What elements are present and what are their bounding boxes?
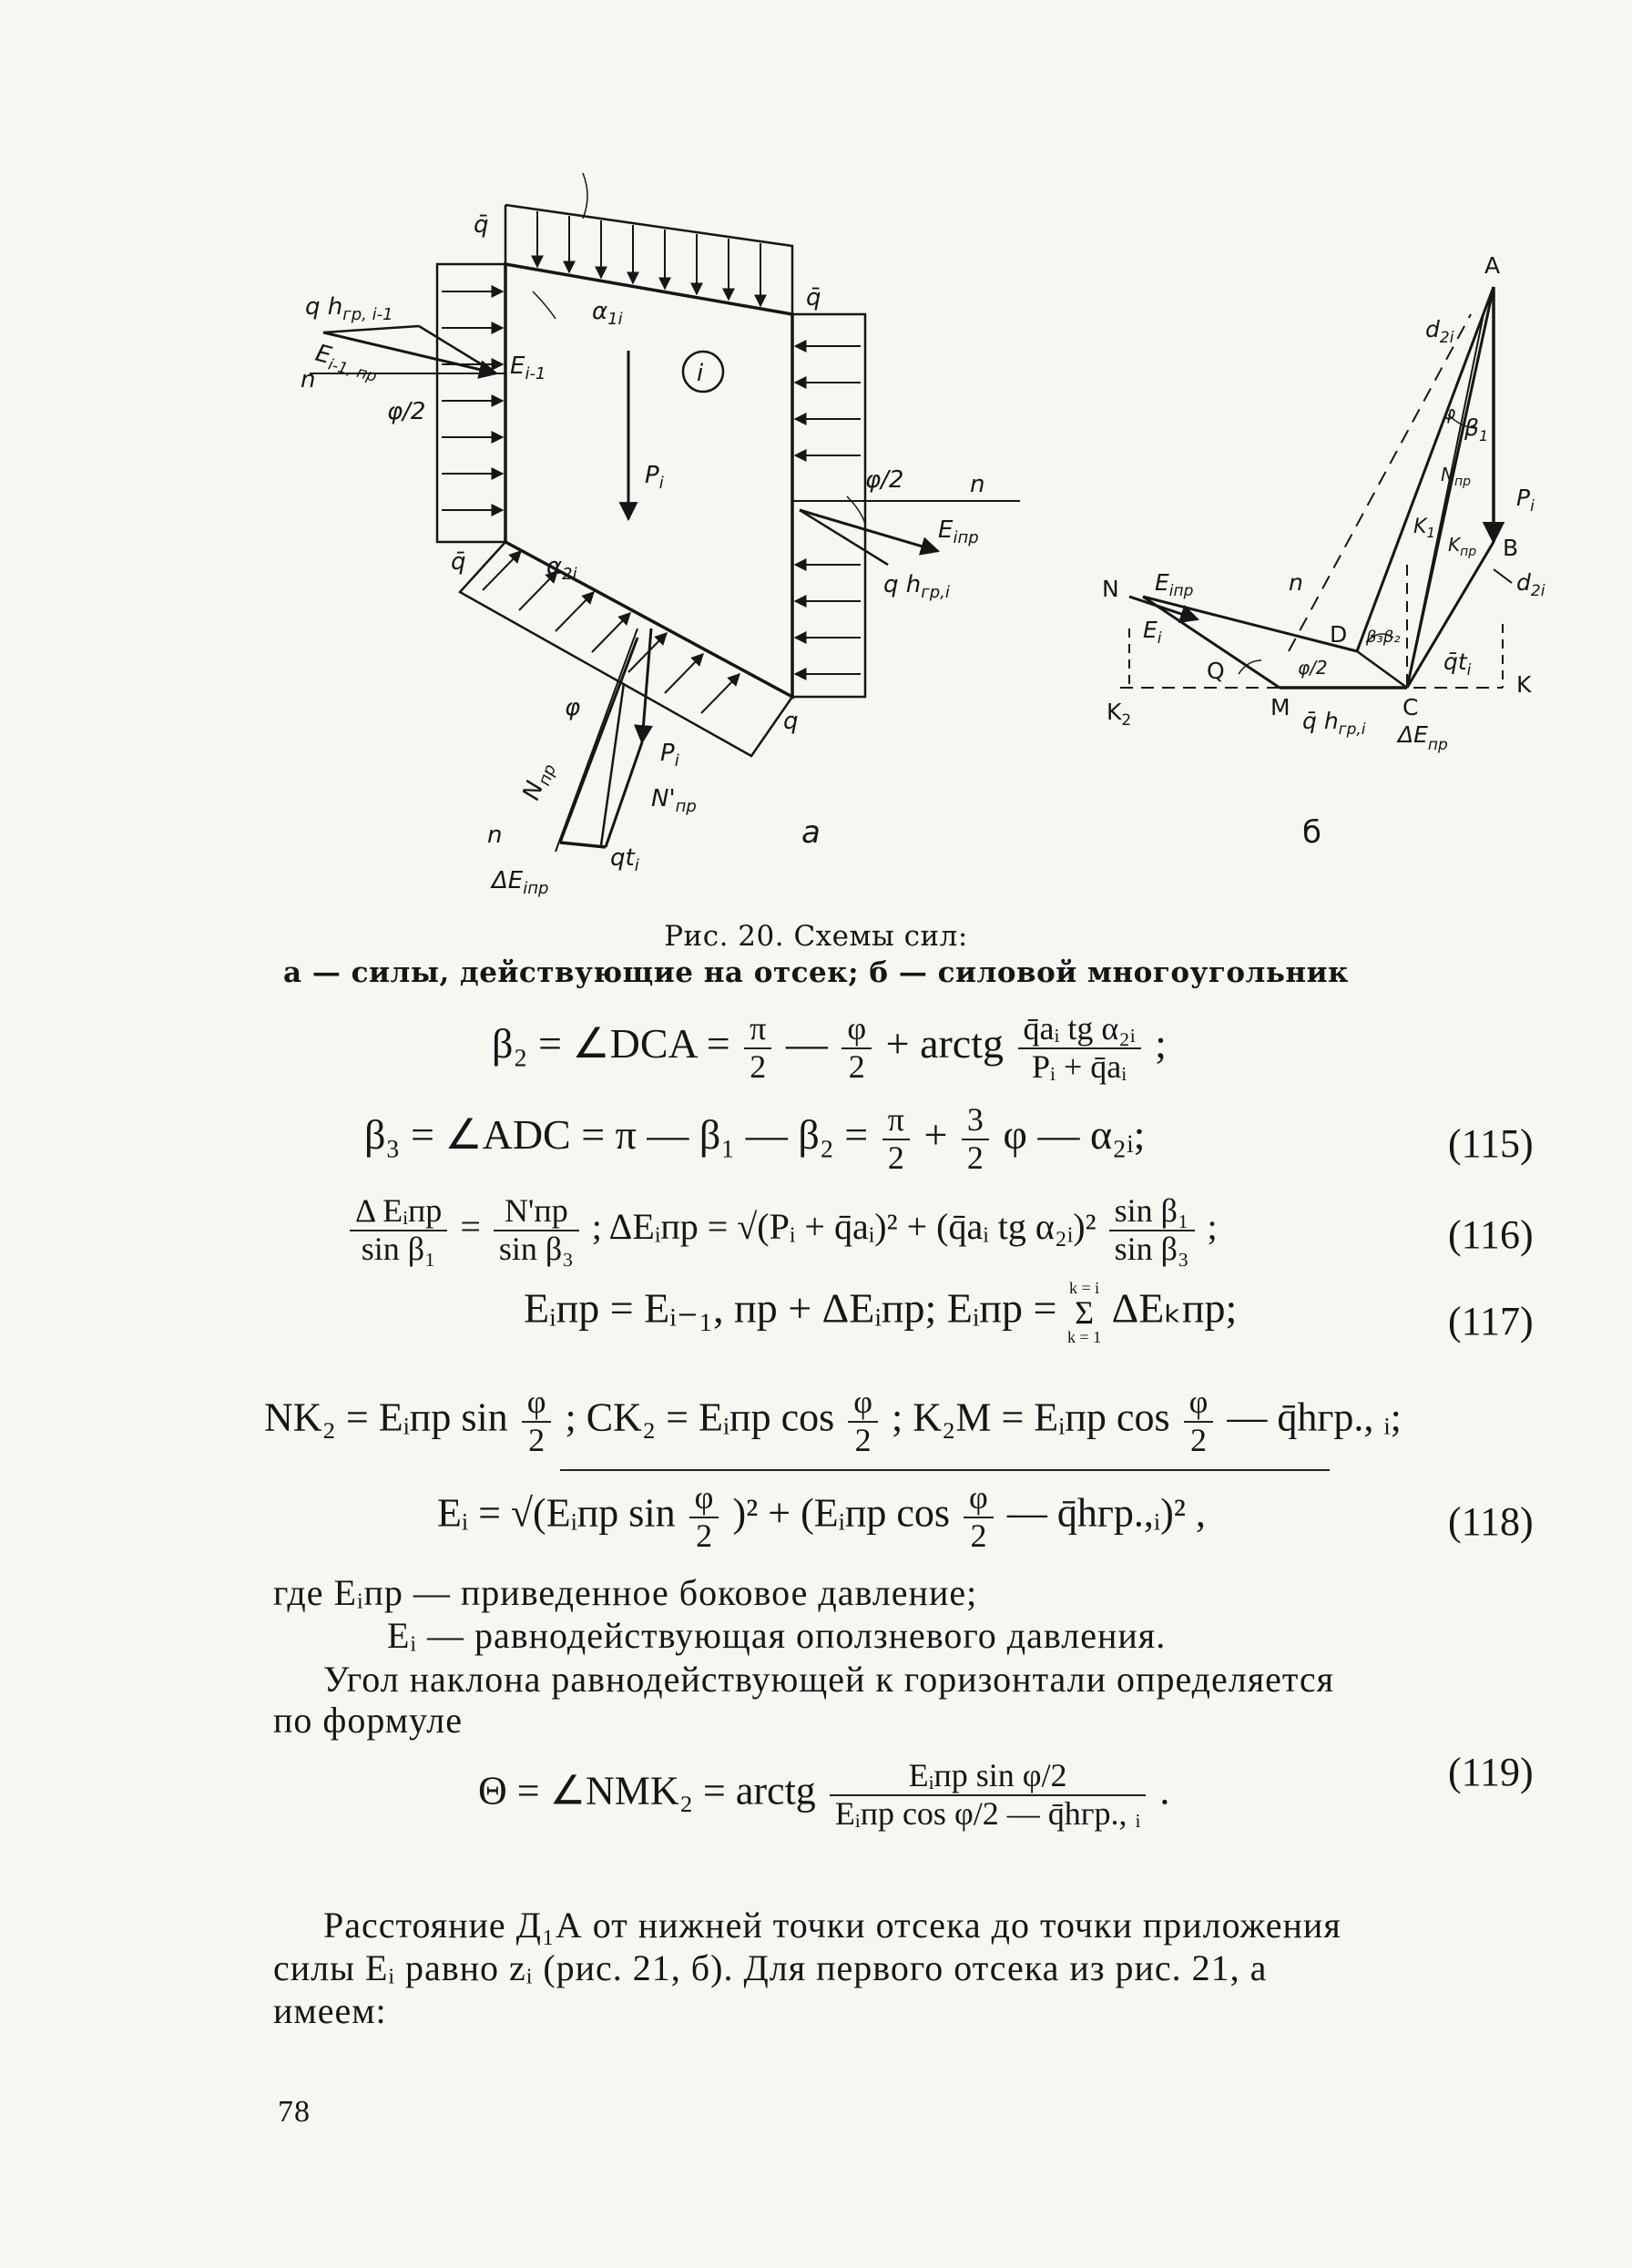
svg-text:N'пр: $N'_{пр}$: [651, 785, 697, 816]
svg-text:d2i: $d_{2i}$: [1516, 569, 1545, 600]
equation-beta2: β₂ = ∠DCA = $\frac{\pi}{2}$ — $\frac{\varphi}{2}$ + arctg $\frac{\text{q̄aᵢ tg α₂ᵢ}}{\text{Pᵢ + q̄aᵢ}}$ ;: [492, 1010, 1167, 1085]
paragraph-2-line-2: силы Eᵢ равно zᵢ (рис. 21, б). Для первого отсека из рис. 21, а: [273, 1947, 1268, 1988]
bottom-load-arrows: [483, 551, 740, 713]
svg-text:B: B: [1503, 535, 1519, 561]
paragraph-2-line-3: имеем:: [273, 1990, 387, 2031]
right-load-arrows: [795, 346, 861, 674]
where-line-1: где Eᵢпр — приведенное боковое давление;: [273, 1572, 978, 1613]
svg-text:β1: $\beta_1$: [1464, 414, 1489, 444]
svg-text:q hгр,i: q $h_{гр,i}$: [883, 571, 950, 602]
equation-117: Eᵢпр = Eᵢ₋₁, пр + ΔEᵢпр; Eᵢпр = k = i Σ k = 1 ΔEₖпр;: [524, 1279, 1238, 1346]
svg-text:A: A: [1484, 252, 1501, 279]
svg-text:n: n: [970, 471, 985, 498]
svg-text:β₃β₂: β₃β₂: [1366, 628, 1401, 647]
svg-text:K: K: [1516, 671, 1532, 698]
svg-text:Q: Q: [1207, 658, 1225, 684]
svg-text:Nпр: $N_{пр}$: [1441, 464, 1472, 489]
svg-text:qti: $qt_i$: [610, 844, 639, 875]
svg-text:q: q: [783, 708, 799, 735]
equation-115: β₃ = ∠ADC = π — β₁ — β₂ = $\frac{\pi}{2}$ + $\frac{3}{2}$ φ — α₂ᵢ;: [364, 1101, 1146, 1176]
equation-separator-rule: [560, 1469, 1330, 1471]
svg-text:φ/2: φ/2: [387, 398, 426, 425]
equation-number-118: (118): [1448, 1499, 1534, 1544]
svg-text:q̄ti: $q̄t_i$: [1443, 649, 1472, 679]
where-line-2: Eᵢ — равнодействующая оползневого давления.: [387, 1615, 1167, 1656]
svg-text:Ei-1, пр: $E_{i-1, пр}$: [312, 339, 379, 386]
equation-number-116: (116): [1448, 1212, 1534, 1257]
svg-text:Ei: $E_i$: [1143, 617, 1162, 648]
figure-caption-line2: а — силы, действующие на отсек; б — силовой многоугольник: [282, 956, 1350, 989]
equation-118: Eᵢ = √(Eᵢпр sin $\frac{\varphi}{2}$ )² + (Eᵢпр cos $\frac{\varphi}{2}$ — q̄hгр.,ᵢ)² ,: [437, 1479, 1206, 1554]
svg-text:Pi: $P_i$: [660, 740, 679, 771]
svg-text:Pi: $P_i$: [1516, 485, 1535, 516]
svg-text:α1i: $\alpha_{1i}$: [592, 298, 623, 329]
force-diagrams-figure: [0, 0, 1632, 911]
svg-text:а: а: [801, 814, 821, 851]
svg-text:Eiпр: $E_{iпр}$: [938, 516, 979, 547]
paragraph-1-line-1: Угол наклона равнодействующей к горизонтали определяется: [323, 1659, 1335, 1700]
paragraph-2-line-1: Расстояние Д₁А от нижней точки отсека до точки приложения: [323, 1905, 1341, 1946]
equation-number-117: (117): [1448, 1299, 1534, 1343]
svg-text:M: M: [1270, 694, 1290, 720]
svg-text:D: D: [1330, 621, 1348, 648]
svg-text:Kпр: $K_{пр}$: [1448, 534, 1477, 559]
svg-text:q̄: q̄: [806, 284, 821, 312]
svg-text:ΔEiпр: $\Delta E_{iпр}$: [492, 867, 549, 898]
svg-text:q̄ hгр,i: q̄ $h_{гр,i}$: [1302, 708, 1366, 739]
svg-text:φ: φ: [1443, 402, 1456, 424]
svg-text:Ei-1: $E_{i-1}$: [510, 352, 546, 383]
equation-119: Θ = ∠NMK₂ = arctg $\frac{\text{Eᵢпр sin φ/2}}{\text{Eᵢпр cos φ/2 — q̄hгр., ᵢ}}$ .: [478, 1757, 1170, 1832]
svg-text:q hгр, i-1: q $h_{гр, i-1}$: [305, 293, 393, 324]
svg-text:φ/2: φ/2: [1298, 657, 1328, 679]
svg-text:ΔEпр: $\Delta E_{пр}$: [1398, 721, 1448, 754]
svg-text:n: n: [301, 366, 316, 393]
svg-text:α2i: $\alpha_{2i}$: [546, 553, 577, 584]
figure-caption-line1: Рис. 20. Схемы сил:: [664, 920, 968, 953]
page-number: 78: [278, 2095, 311, 2129]
svg-text:n: n: [487, 822, 503, 849]
svg-text:φ/2: φ/2: [865, 466, 904, 494]
svg-text:Nпр: $N_{пр}$: [517, 761, 560, 804]
equation-nk2: NK₂ = Eᵢпр sin $\frac{\varphi}{2}$ ; CK₂ = Eᵢпр cos $\frac{\varphi}{2}$ ; K₂M = Eᵢпр cos $\frac{\varphi}{2}$ — q̄hгр., ᵢ;: [264, 1384, 1402, 1458]
svg-text:C: C: [1402, 694, 1419, 720]
diagram-a-labels: [301, 211, 984, 898]
svg-text:б: б: [1302, 814, 1321, 851]
equation-number-119: (119): [1448, 1750, 1534, 1794]
paragraph-1-line-2: по формуле: [273, 1700, 463, 1741]
svg-text:i: i: [697, 360, 704, 387]
svg-text:N: N: [1102, 576, 1119, 602]
diagram-b-force-polygon: [1120, 287, 1512, 688]
svg-text:φ: φ: [565, 694, 581, 721]
svg-text:K1: $K_1$: [1413, 516, 1435, 541]
equation-116: $\frac{\text{Δ Eᵢпр}}{\text{sin β₁}}$ = $\frac{N'пр}{\text{sin β₃}}$ ; ΔEᵢпр = √(Pᵢ + q̄aᵢ)² + (q̄aᵢ tg α₂ᵢ)² $\frac{\text{sin β₁}}{\text{sin β₃}}$ ;: [346, 1193, 1621, 1267]
svg-text:Pi: $P_i$: [645, 462, 664, 493]
svg-text:Eiпр: $E_{iпр}$: [1155, 569, 1194, 600]
svg-text:q̄: q̄: [451, 548, 466, 576]
svg-text:K2: $K_2$: [1107, 699, 1132, 730]
svg-text:q̄: q̄: [474, 211, 489, 239]
left-load-arrows: [442, 291, 503, 510]
equation-number-115: (115): [1448, 1121, 1534, 1166]
svg-text:d2i: $d_{2i}$: [1425, 316, 1454, 347]
svg-text:n: n: [1289, 569, 1303, 596]
